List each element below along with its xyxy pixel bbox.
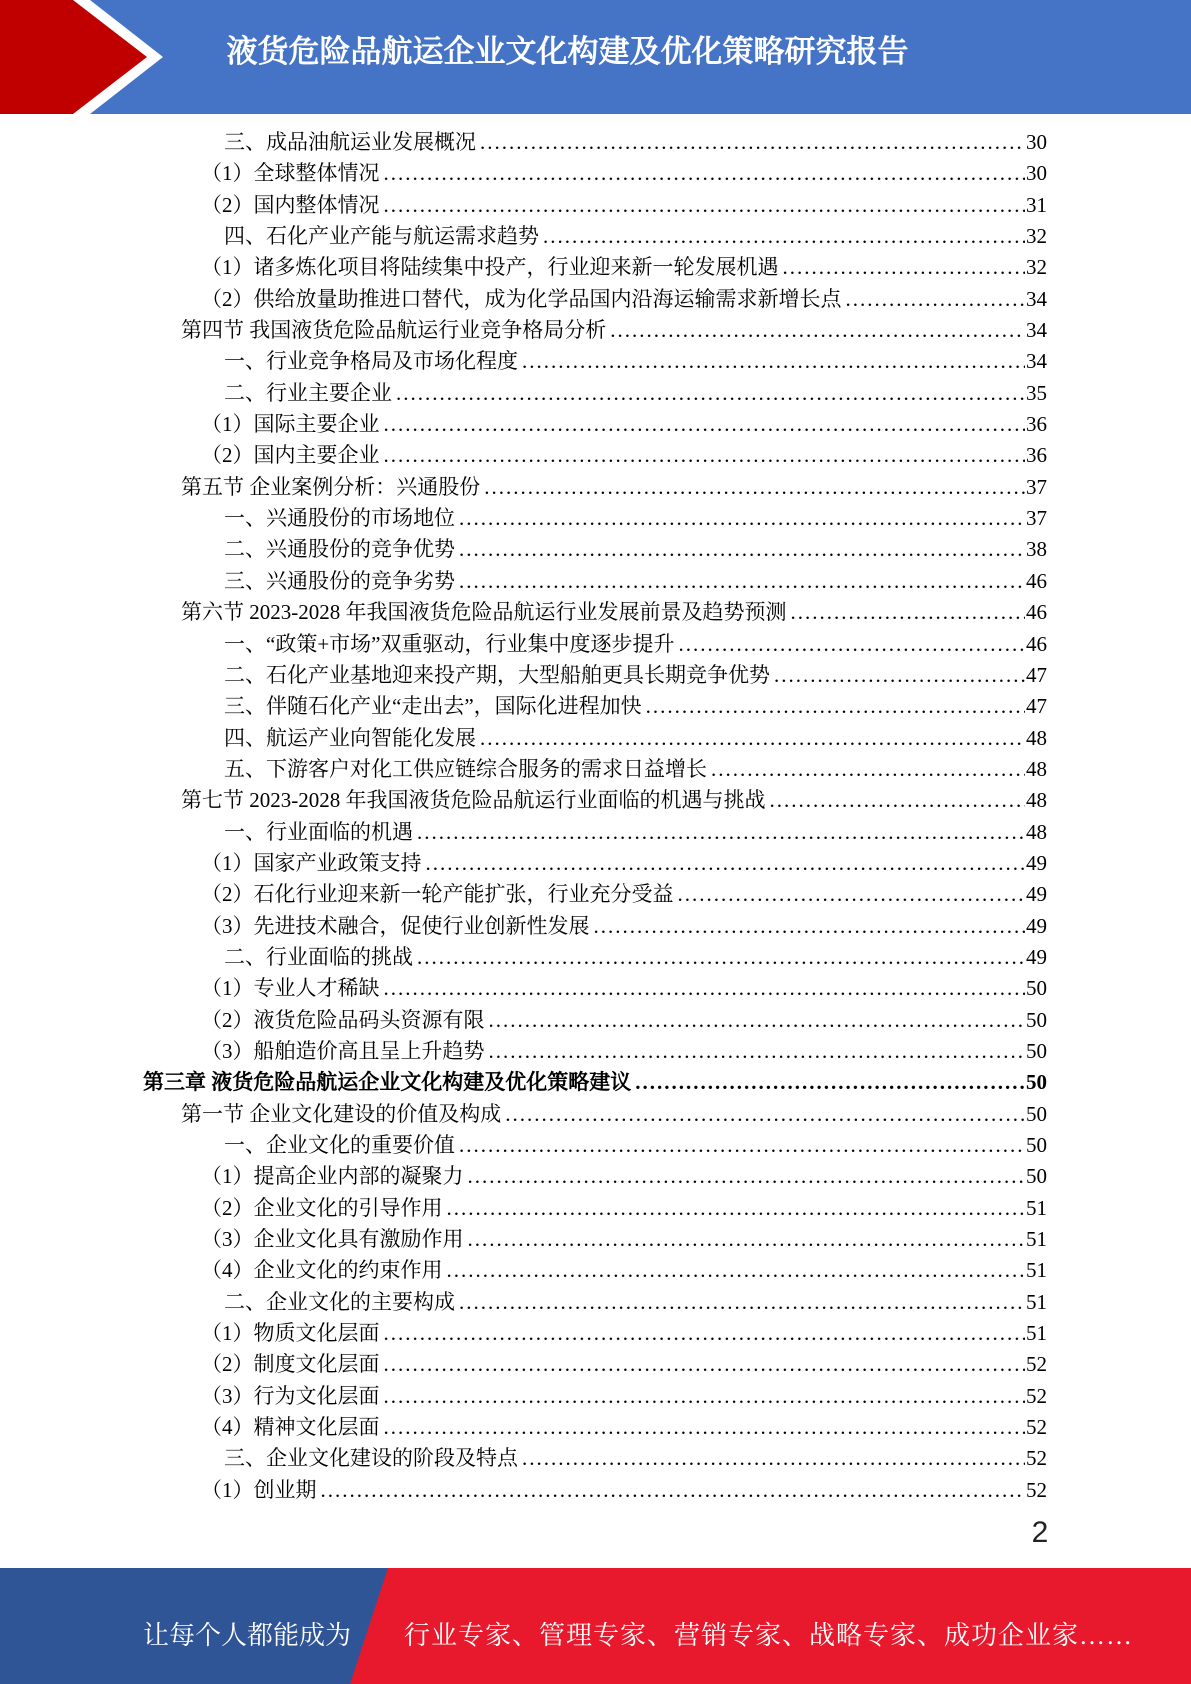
toc-entry-page: 50 [1026,1133,1047,1157]
toc-leader-dots [384,1412,1026,1443]
toc-entry-label: （3）行为文化层面 [201,1383,380,1408]
toc-entry-label: 四、石化产业产能与航运需求趋势 [224,224,539,249]
toc-entry [0,660,1191,691]
toc-entry-label: 二、行业面临的挑战 [224,944,413,969]
toc-entry-page: 48 [1026,756,1047,781]
toc-entry-page: 36 [1026,412,1047,437]
toc-leader-dots [459,1130,1025,1161]
toc-entry-label: 三、企业文化建设的阶段及特点 [224,1446,518,1471]
toc-entry-page: 49 [1026,944,1047,969]
toc-entry [0,1475,1191,1506]
toc-entry-page: 46 [1026,631,1047,656]
toc-entry-label: （3）先进技术融合，促使行业创新性发展 [201,913,590,938]
toc-leader-dots [417,817,1025,848]
toc-entry-page: 31 [1026,192,1047,217]
toc-entry [0,817,1191,848]
toc-entry-page: 48 [1026,725,1047,750]
toc-entry [0,597,1191,628]
toc-entry-page: 49 [1026,882,1047,907]
toc-entry [0,284,1191,315]
toc-entry [0,942,1191,973]
toc-entry [0,252,1191,283]
toc-leader-dots [522,1443,1025,1474]
toc-entry-label: （2）企业文化的引导作用 [201,1195,443,1220]
toc-entry-page: 52 [1026,1446,1047,1471]
toc-leader-dots [459,566,1025,597]
toc-entry [0,503,1191,534]
toc-entry [0,1349,1191,1380]
toc-entry-page: 38 [1026,537,1047,562]
toc-leader-dots [384,1318,1026,1349]
toc-entry [0,221,1191,252]
toc-entry [0,566,1191,597]
toc-leader-dots [447,1255,1026,1286]
toc-leader-dots [426,848,1026,879]
toc-entry-page: 51 [1026,1289,1047,1314]
toc-leader-dots [321,1475,1026,1506]
toc-entry-page: 52 [1026,1352,1047,1377]
toc-entry-page: 49 [1026,913,1047,938]
toc-entry-label: （4）精神文化层面 [201,1415,380,1440]
toc-entry-page: 50 [1026,1070,1047,1095]
toc-entry-label: 第四节 我国液货危险品航运行业竞争格局分析 [181,318,607,343]
header-banner [0,0,1191,114]
toc-entry [0,911,1191,942]
toc-leader-dots [711,754,1025,785]
toc-entry-label: 第五节 企业案例分析：兴通股份 [181,474,481,499]
toc-entry-page: 35 [1026,380,1047,405]
toc-entry [0,1381,1191,1412]
toc-leader-dots [384,973,1026,1004]
toc-entry-label: 一、行业竞争格局及市场化程度 [224,349,518,374]
toc-entry-label: 二、石化产业基地迎来投产期，大型船舶更具长期竞争优势 [224,662,770,687]
toc-entry [0,1443,1191,1474]
toc-leader-dots [447,1193,1026,1224]
toc-entry [0,629,1191,660]
toc-entry-label: 一、兴通股份的市场地位 [224,506,455,531]
toc-entry [0,1099,1191,1130]
toc-entry-label: 第三章 液货危险品航运企业文化构建及优化策略建议 [143,1070,632,1095]
toc-entry [0,1255,1191,1286]
footer-slogan-left: 让每个人都能成为 [143,1621,352,1650]
toc-leader-dots [846,284,1026,315]
toc-entry-label: （3）企业文化具有激励作用 [201,1227,464,1252]
toc-leader-dots [543,221,1025,252]
toc-entry-page: 50 [1026,1164,1047,1189]
toc-entry-label: （2）液货危险品码头资源有限 [201,1007,485,1032]
toc-entry-label: （1）物质文化层面 [201,1321,380,1346]
toc-leader-dots [594,911,1026,942]
toc-list [0,127,1191,1506]
toc-entry [0,1224,1191,1255]
toc-entry-page: 30 [1026,130,1047,154]
toc-entry [0,691,1191,722]
toc-entry-label: （2）制度文化层面 [201,1352,380,1377]
toc-entry-page: 34 [1026,286,1047,311]
toc-leader-dots [468,1161,1026,1192]
page-number: 2 [1031,1516,1049,1549]
toc-entry [0,190,1191,221]
toc-leader-dots [646,691,1025,722]
toc-entry-label: 二、企业文化的主要构成 [224,1289,455,1314]
toc-entry [0,723,1191,754]
toc-entry [0,158,1191,189]
toc-leader-dots [791,597,1026,628]
toc-entry-label: 三、兴通股份的竞争劣势 [224,568,455,593]
toc-entry-page: 51 [1026,1227,1047,1252]
toc-entry-label: （3）船舶造价高且呈上升趋势 [201,1038,485,1063]
toc-entry [0,534,1191,565]
toc-leader-dots [484,472,1025,503]
toc-leader-dots [480,127,1025,158]
toc-entry-page: 37 [1026,506,1047,531]
toc-entry-label: 三、伴随石化产业“走出去”，国际化进程加快 [224,694,642,719]
toc-entry [0,1130,1191,1161]
toc-leader-dots [384,190,1026,221]
toc-entry-page: 51 [1026,1258,1047,1283]
toc-leader-dots [417,942,1025,973]
toc-leader-dots [783,252,1026,283]
toc-entry [0,1318,1191,1349]
toc-entry-page: 34 [1026,349,1047,374]
toc-entry [0,346,1191,377]
toc-entry [0,472,1191,503]
toc-entry-page: 48 [1026,788,1047,813]
toc-entry-label: 二、行业主要企业 [224,380,392,405]
toc-entry-page: 50 [1026,1007,1047,1032]
toc-entry-label: 第七节 2023-2028 年我国液货危险品航运行业面临的机遇与挑战 [181,788,766,813]
toc-leader-dots [459,1287,1025,1318]
toc-entry-page: 50 [1026,976,1047,1001]
toc-entry-page: 50 [1026,1038,1047,1063]
toc-leader-dots [489,1005,1026,1036]
toc-entry-page: 47 [1026,694,1047,719]
toc-leader-dots [505,1099,1025,1130]
toc-entry-page: 48 [1026,819,1047,844]
footer-slogan-right: 行业专家、管理专家、营销专家、战略专家、成功企业家…… [404,1621,1134,1650]
toc-entry-label: 三、成品油航运业发展概况 [224,130,476,154]
toc-entry [0,127,1191,158]
toc-leader-dots [384,158,1026,189]
toc-entry-label: （2）国内主要企业 [201,443,380,468]
toc-entry-page: 47 [1026,662,1047,687]
toc-entry-label: （1）国家产业政策支持 [201,850,422,875]
toc-leader-dots [770,785,1026,816]
toc-leader-dots [774,660,1025,691]
toc-entry [0,879,1191,910]
toc-entry-page: 46 [1026,600,1047,625]
toc-entry-page: 51 [1026,1195,1047,1220]
toc-leader-dots [635,1067,1025,1098]
toc-entry-page: 51 [1026,1321,1047,1346]
toc-entry-label: 一、行业面临的机遇 [224,819,413,844]
toc-entry-label: 二、兴通股份的竞争优势 [224,537,455,562]
toc-leader-dots [459,534,1025,565]
toc-entry-page: 52 [1026,1477,1047,1502]
toc-leader-dots [396,378,1025,409]
toc-entry-label: （1）专业人才稀缺 [201,976,380,1001]
toc-entry-label: （1）创业期 [201,1477,317,1502]
toc-entry-label: 第一节 企业文化建设的价值及构成 [181,1101,502,1126]
toc-leader-dots [384,440,1026,471]
toc-entry-page: 49 [1026,850,1047,875]
toc-entry-label: （1）国际主要企业 [201,412,380,437]
toc-leader-dots [384,1349,1026,1380]
toc-entry-page: 50 [1026,1101,1047,1126]
toc-leader-dots [468,1224,1026,1255]
toc-entry [0,973,1191,1004]
toc-entry [0,1067,1191,1098]
toc-entry [0,848,1191,879]
toc-entry [0,754,1191,785]
toc-entry-label: （1）诸多炼化项目将陆续集中投产，行业迎来新一轮发展机遇 [201,255,779,280]
toc-entry [0,378,1191,409]
toc-entry-page: 52 [1026,1415,1047,1440]
toc-entry-label: 四、航运产业向智能化发展 [224,725,476,750]
toc-entry-page: 32 [1026,255,1047,280]
toc-entry-page: 52 [1026,1383,1047,1408]
toc-entry-page: 34 [1026,318,1047,343]
toc-entry [0,1036,1191,1067]
toc-leader-dots [384,409,1026,440]
toc-entry-label: 一、“政策+市场”双重驱动，行业集中度逐步提升 [224,631,675,656]
footer-banner [0,1568,1191,1684]
toc-entry [0,1287,1191,1318]
toc-leader-dots [459,503,1025,534]
toc-entry-label: （2）供给放量助推进口替代，成为化学品国内沿海运输需求新增长点 [201,286,842,311]
toc-entry [0,1161,1191,1192]
toc-entry-page: 37 [1026,474,1047,499]
toc-entry-page: 36 [1026,443,1047,468]
toc-leader-dots [610,315,1025,346]
report-title: 液货危险品航运企业文化构建及优化策略研究报告 [226,34,909,69]
toc-leader-dots [522,346,1025,377]
toc-entry-page: 46 [1026,568,1047,593]
toc-leader-dots [480,723,1025,754]
toc-leader-dots [678,629,1025,660]
toc-entry [0,1193,1191,1224]
toc-entry-page: 30 [1026,161,1047,186]
toc-entry-label: 五、下游客户对化工供应链综合服务的需求日益增长 [224,756,707,781]
toc-entry-label: （2）石化行业迎来新一轮产能扩张，行业充分受益 [201,882,674,907]
toc-entry-label: （1）全球整体情况 [201,161,380,186]
toc-entry-label: （2）国内整体情况 [201,192,380,217]
toc-entry-label: 一、企业文化的重要价值 [224,1133,455,1157]
toc-leader-dots [384,1381,1026,1412]
toc-entry-page: 32 [1026,224,1047,249]
toc-entry [0,440,1191,471]
toc-leader-dots [489,1036,1026,1067]
toc-leader-dots [678,879,1026,910]
toc-entry [0,409,1191,440]
toc-entry-label: （1）提高企业内部的凝聚力 [201,1164,464,1189]
toc-entry-label: （4）企业文化的约束作用 [201,1258,443,1283]
toc-entry [0,1412,1191,1443]
toc-entry-label: 第六节 2023-2028 年我国液货危险品航运行业发展前景及趋势预测 [181,600,787,625]
toc-entry [0,785,1191,816]
toc-entry [0,315,1191,346]
toc-entry [0,1005,1191,1036]
